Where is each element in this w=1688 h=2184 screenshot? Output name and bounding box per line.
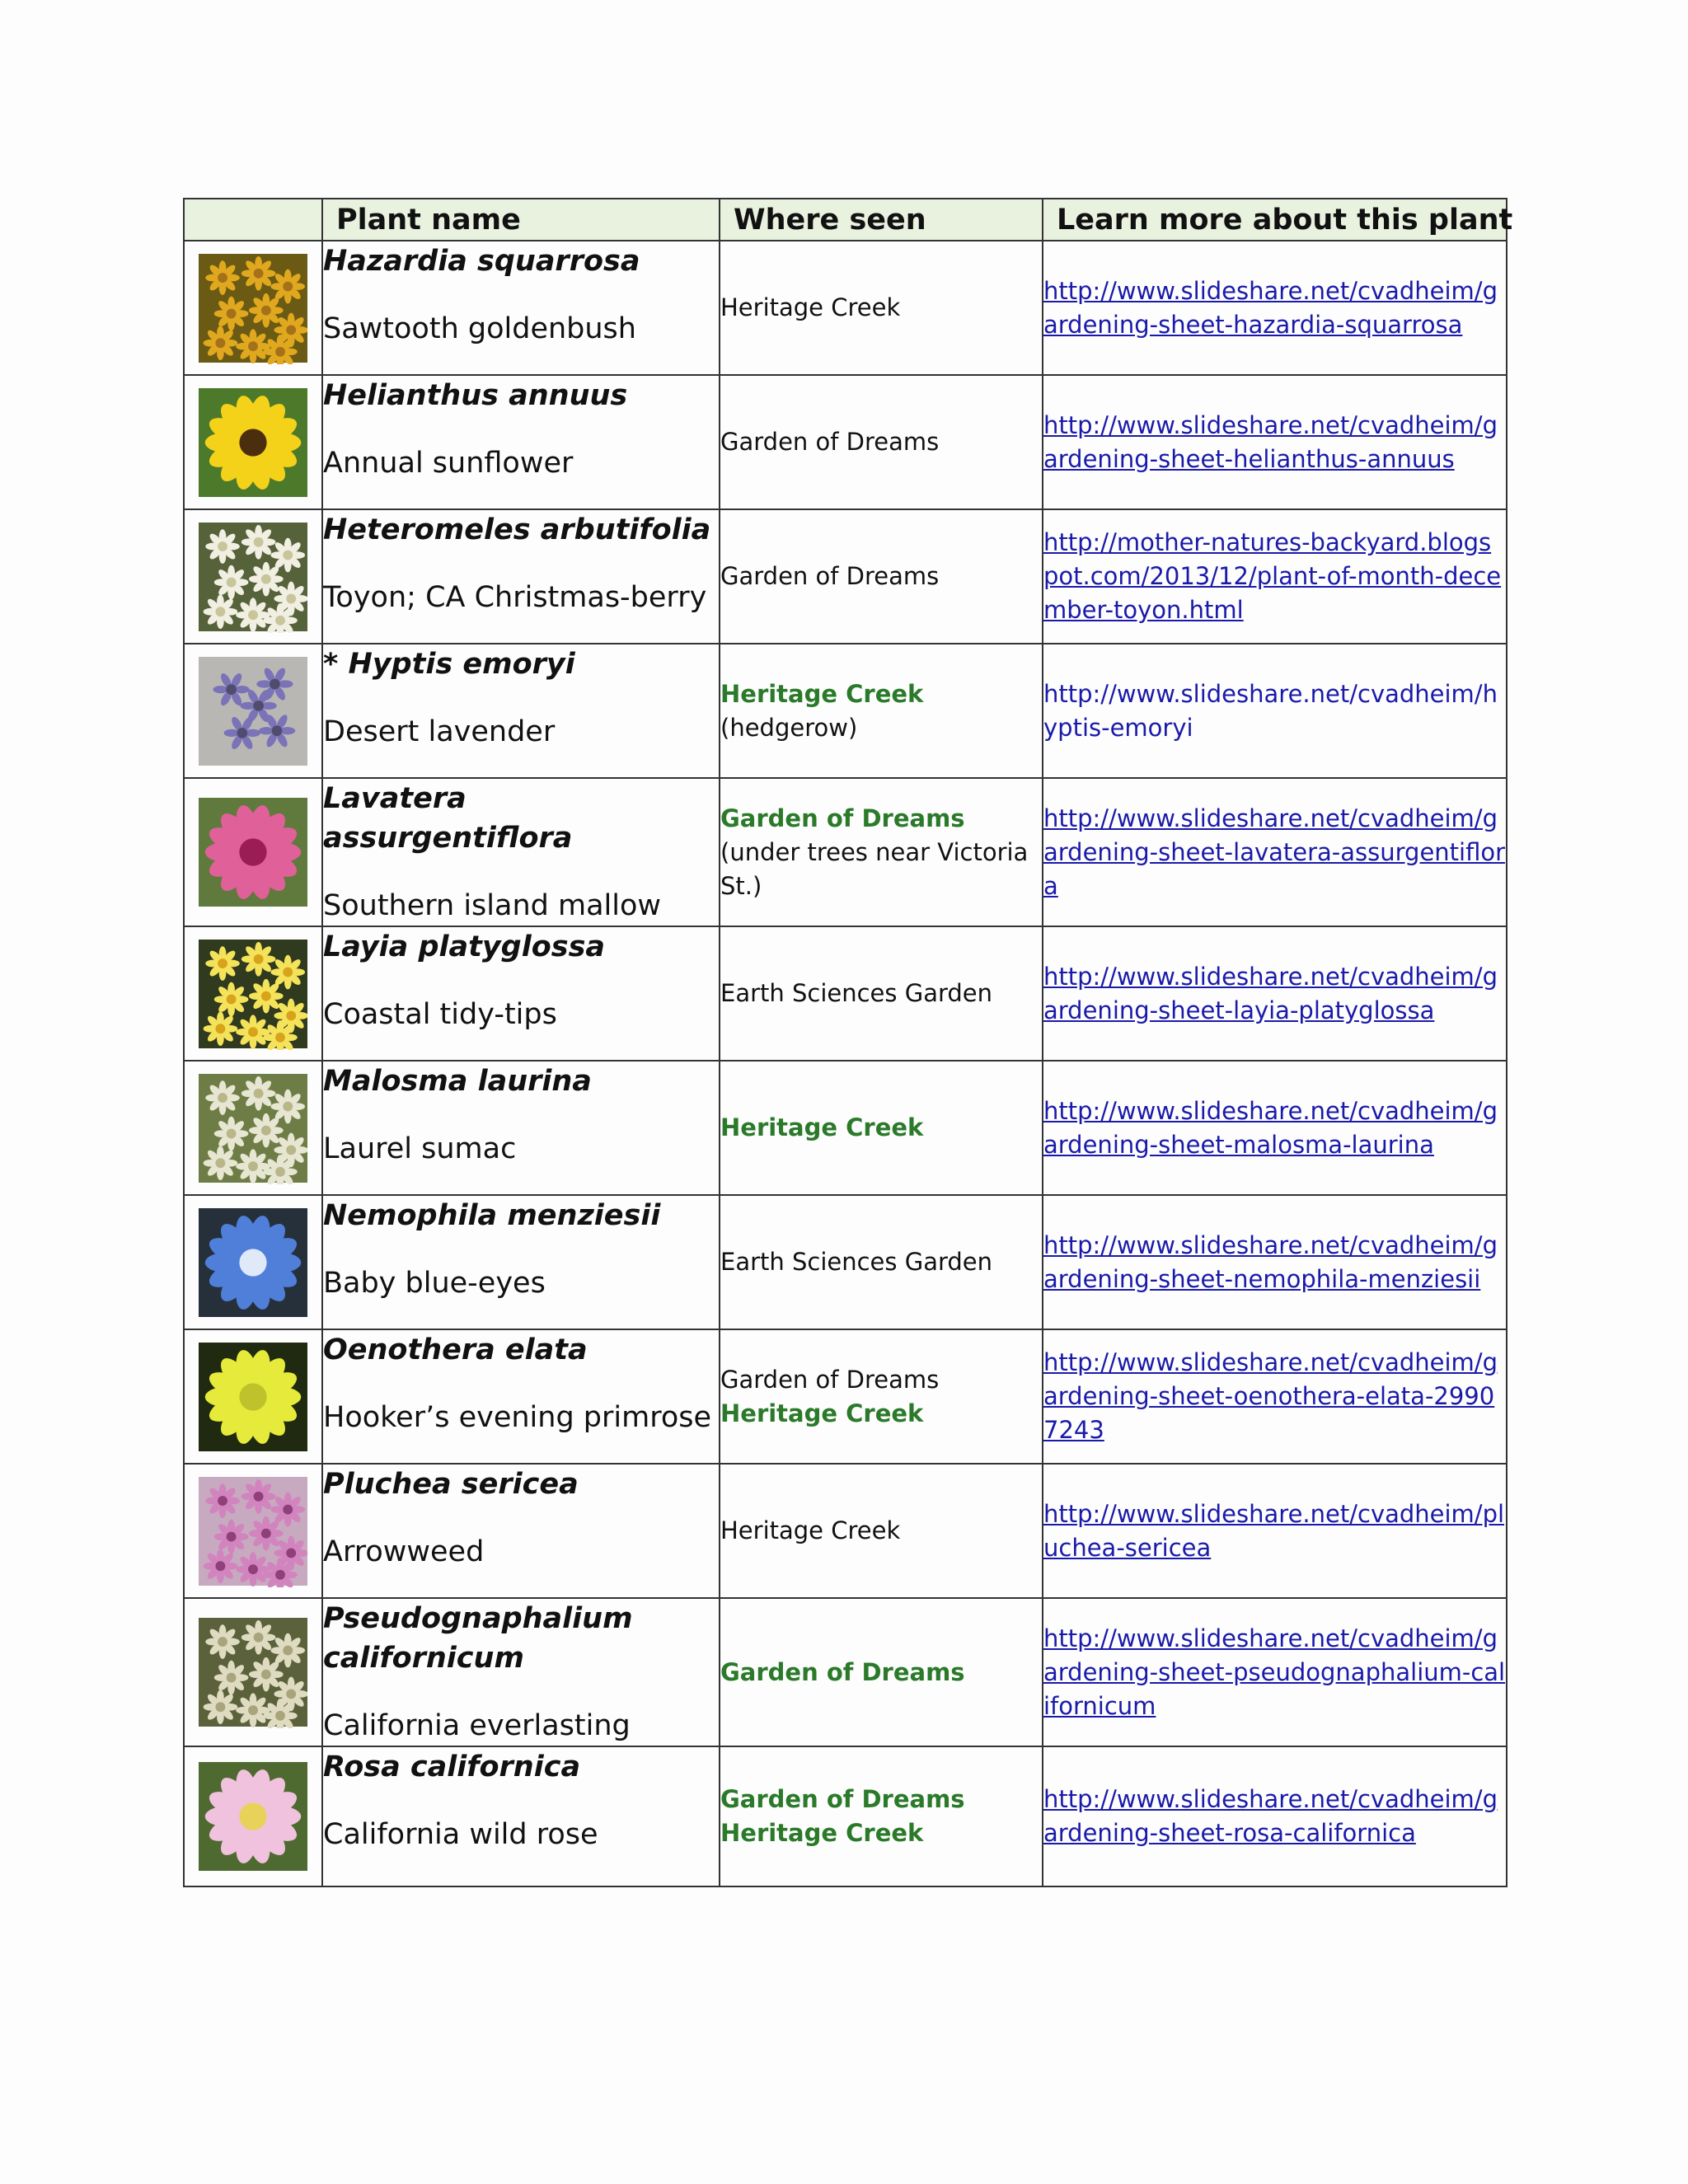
flower-photo-icon	[199, 1760, 307, 1872]
learn-more-cell	[1043, 375, 1507, 509]
table-row	[184, 241, 1507, 375]
location-text: Heritage Creek	[720, 1516, 901, 1544]
learn-more-link[interactable]: http://www.slideshare.net/cvadheim/pluchea-sericea	[1043, 1499, 1505, 1562]
flower-photo-icon	[199, 252, 307, 364]
scientific-name: Malosma laurina	[323, 1065, 592, 1098]
location-text: Earth Sciences Garden	[720, 979, 993, 1007]
thumbnail-cell	[184, 926, 322, 1061]
header-learn-more: Learn more about this plant	[1043, 199, 1507, 241]
flower-photo-icon	[199, 796, 307, 908]
learn-more-cell	[1043, 778, 1507, 926]
learn-more-cell	[1043, 241, 1507, 375]
where-seen-cell	[720, 509, 1043, 644]
scientific-name: Layia platyglossa	[323, 930, 606, 963]
location-text: Heritage Creek	[720, 1113, 924, 1141]
location-text: Garden of Dreams	[720, 428, 940, 456]
table-row	[184, 1464, 1507, 1598]
common-name: Sawtooth goldenbush	[323, 312, 636, 345]
plant-name-cell	[322, 1329, 720, 1464]
location-text: (under trees near Victoria St.)	[720, 837, 1029, 900]
where-seen-cell	[720, 644, 1043, 778]
where-seen-cell	[720, 1464, 1043, 1598]
table-row	[184, 778, 1507, 926]
location-text: Garden of Dreams	[720, 1657, 965, 1686]
learn-more-cell	[1043, 509, 1507, 644]
learn-more-link[interactable]: http://mother-natures-backyard.blogspot.com/2013/12/plant-of-month-december-toyon.html	[1043, 528, 1502, 624]
plant-name-cell	[322, 1061, 720, 1195]
thumbnail-cell	[184, 778, 322, 926]
scientific-name: Helianthus annuus	[323, 379, 628, 412]
location-text: (hedgerow)	[720, 713, 858, 742]
thumbnail-cell	[184, 1061, 322, 1195]
scientific-name: Heteromeles arbutifolia	[323, 513, 711, 546]
thumbnail-cell	[184, 1464, 322, 1598]
where-seen-cell	[720, 778, 1043, 926]
scientific-name: Hazardia squarrosa	[323, 245, 640, 278]
common-name: Laurel sumac	[323, 1132, 517, 1165]
learn-more-link[interactable]: http://www.slideshare.net/cvadheim/gardening-sheet-pseudognaphalium-californicum	[1043, 1624, 1506, 1720]
header-plant-name: Plant name	[322, 199, 720, 241]
table-row	[184, 1598, 1507, 1746]
table-row	[184, 509, 1507, 644]
thumbnail-cell	[184, 1598, 322, 1746]
thumbnail-cell	[184, 509, 322, 644]
location-text: Garden of Dreams	[720, 562, 940, 590]
learn-more-link[interactable]: http://www.slideshare.net/cvadheim/gardening-sheet-oenothera-elata-29907243	[1043, 1348, 1498, 1444]
thumbnail-cell	[184, 644, 322, 778]
learn-more-link[interactable]: http://www.slideshare.net/cvadheim/gardening-sheet-nemophila-menziesii	[1043, 1230, 1498, 1293]
flower-photo-icon	[199, 655, 307, 767]
flower-photo-icon	[199, 938, 307, 1050]
learn-more-link[interactable]: http://www.slideshare.net/cvadheim/gardening-sheet-rosa-californica	[1043, 1785, 1498, 1847]
scientific-name: Pluchea sericea	[323, 1468, 579, 1501]
header-row	[184, 199, 1507, 241]
learn-more-link[interactable]: http://www.slideshare.net/cvadheim/gardening-sheet-layia-platyglossa	[1043, 962, 1498, 1024]
table-row	[184, 644, 1507, 778]
where-seen-cell	[720, 1195, 1043, 1329]
flower-photo-icon	[199, 1475, 307, 1587]
location-text: Heritage Creek	[720, 1819, 924, 1847]
scientific-name: Oenothera elata	[323, 1333, 588, 1366]
where-seen-cell	[720, 1061, 1043, 1195]
scientific-name: * Hyptis emoryi	[323, 648, 575, 681]
learn-more-link[interactable]: http://www.slideshare.net/cvadheim/gardening-sheet-helianthus-annuus	[1043, 410, 1498, 473]
common-name: California everlasting	[323, 1709, 631, 1742]
header-where-seen: Where seen	[720, 199, 1043, 241]
table-row	[184, 1746, 1507, 1886]
table-row	[184, 1329, 1507, 1464]
flower-photo-icon	[199, 1207, 307, 1319]
learn-more-link[interactable]: http://www.slideshare.net/cvadheim/gardening-sheet-hazardia-squarrosa	[1043, 276, 1498, 339]
plant-name-cell	[322, 241, 720, 375]
scientific-name: Rosa californica	[323, 1750, 581, 1783]
thumbnail-cell	[184, 375, 322, 509]
flower-photo-icon	[199, 521, 307, 633]
learn-more-cell	[1043, 644, 1507, 778]
learn-more-cell	[1043, 1598, 1507, 1746]
table-header	[184, 199, 1513, 241]
learn-more-link[interactable]: http://www.slideshare.net/cvadheim/gardening-sheet-lavatera-assurgentiflora	[1043, 804, 1506, 900]
scientific-name: Nemophila menziesii	[323, 1199, 661, 1232]
table-row	[184, 1061, 1507, 1195]
common-name: Baby blue-eyes	[323, 1267, 546, 1300]
learn-more-cell	[1043, 926, 1507, 1061]
thumbnail-cell	[184, 1195, 322, 1329]
where-seen-cell	[720, 375, 1043, 509]
common-name: California wild rose	[323, 1818, 598, 1851]
plant-name-cell	[322, 1195, 720, 1329]
plant-name-cell	[322, 375, 720, 509]
location-text: Earth Sciences Garden	[720, 1248, 993, 1276]
thumbnail-cell	[184, 241, 322, 375]
learn-more-link[interactable]: http://www.slideshare.net/cvadheim/hyptis-emoryi	[1043, 679, 1498, 742]
table-row	[184, 375, 1507, 509]
location-text: Heritage Creek	[720, 1399, 924, 1427]
location-text: Garden of Dreams	[720, 1365, 940, 1394]
table-row	[184, 926, 1507, 1061]
scientific-name: Pseudognaphalium californicum	[323, 1602, 633, 1675]
plant-table	[183, 198, 1513, 1887]
learn-more-cell	[1043, 1329, 1507, 1464]
thumbnail-cell	[184, 1746, 322, 1886]
plant-name-cell	[322, 926, 720, 1061]
where-seen-cell	[720, 1598, 1043, 1746]
plant-name-cell	[322, 1598, 720, 1746]
plant-name-cell	[322, 644, 720, 778]
learn-more-cell	[1043, 1061, 1507, 1195]
flower-photo-icon	[199, 1616, 307, 1728]
common-name: Arrowweed	[323, 1535, 485, 1568]
table-row	[184, 1195, 1507, 1329]
scientific-name: Lavatera assurgentiflora	[323, 782, 573, 855]
plant-name-cell	[322, 1746, 720, 1886]
where-seen-cell	[720, 241, 1043, 375]
where-seen-cell	[720, 1329, 1043, 1464]
where-seen-cell	[720, 926, 1043, 1061]
header-thumbnail	[184, 199, 322, 241]
location-text: Garden of Dreams	[720, 804, 965, 832]
flower-photo-icon	[199, 1072, 307, 1184]
learn-more-link[interactable]: http://www.slideshare.net/cvadheim/gardening-sheet-malosma-laurina	[1043, 1096, 1498, 1159]
learn-more-cell	[1043, 1746, 1507, 1886]
location-text: Garden of Dreams	[720, 1785, 965, 1813]
flower-photo-icon	[199, 1341, 307, 1453]
common-name: Desert lavender	[323, 715, 556, 748]
thumbnail-cell	[184, 1329, 322, 1464]
common-name: Coastal tidy-tips	[323, 998, 557, 1031]
flower-photo-icon	[199, 387, 307, 499]
common-name: Southern island mallow	[323, 889, 662, 922]
location-text: Heritage Creek	[720, 679, 924, 708]
plant-name-cell	[322, 1464, 720, 1598]
plant-name-cell	[322, 509, 720, 644]
where-seen-cell	[720, 1746, 1043, 1886]
learn-more-cell	[1043, 1195, 1507, 1329]
learn-more-cell	[1043, 1464, 1507, 1598]
location-text: Heritage Creek	[720, 293, 901, 321]
common-name: Annual sunflower	[323, 447, 574, 480]
table-body	[184, 241, 1507, 1886]
plant-name-cell	[322, 778, 720, 926]
common-name: Toyon; CA Christmas-berry	[323, 581, 707, 614]
common-name: Hooker’s evening primrose	[323, 1401, 712, 1434]
